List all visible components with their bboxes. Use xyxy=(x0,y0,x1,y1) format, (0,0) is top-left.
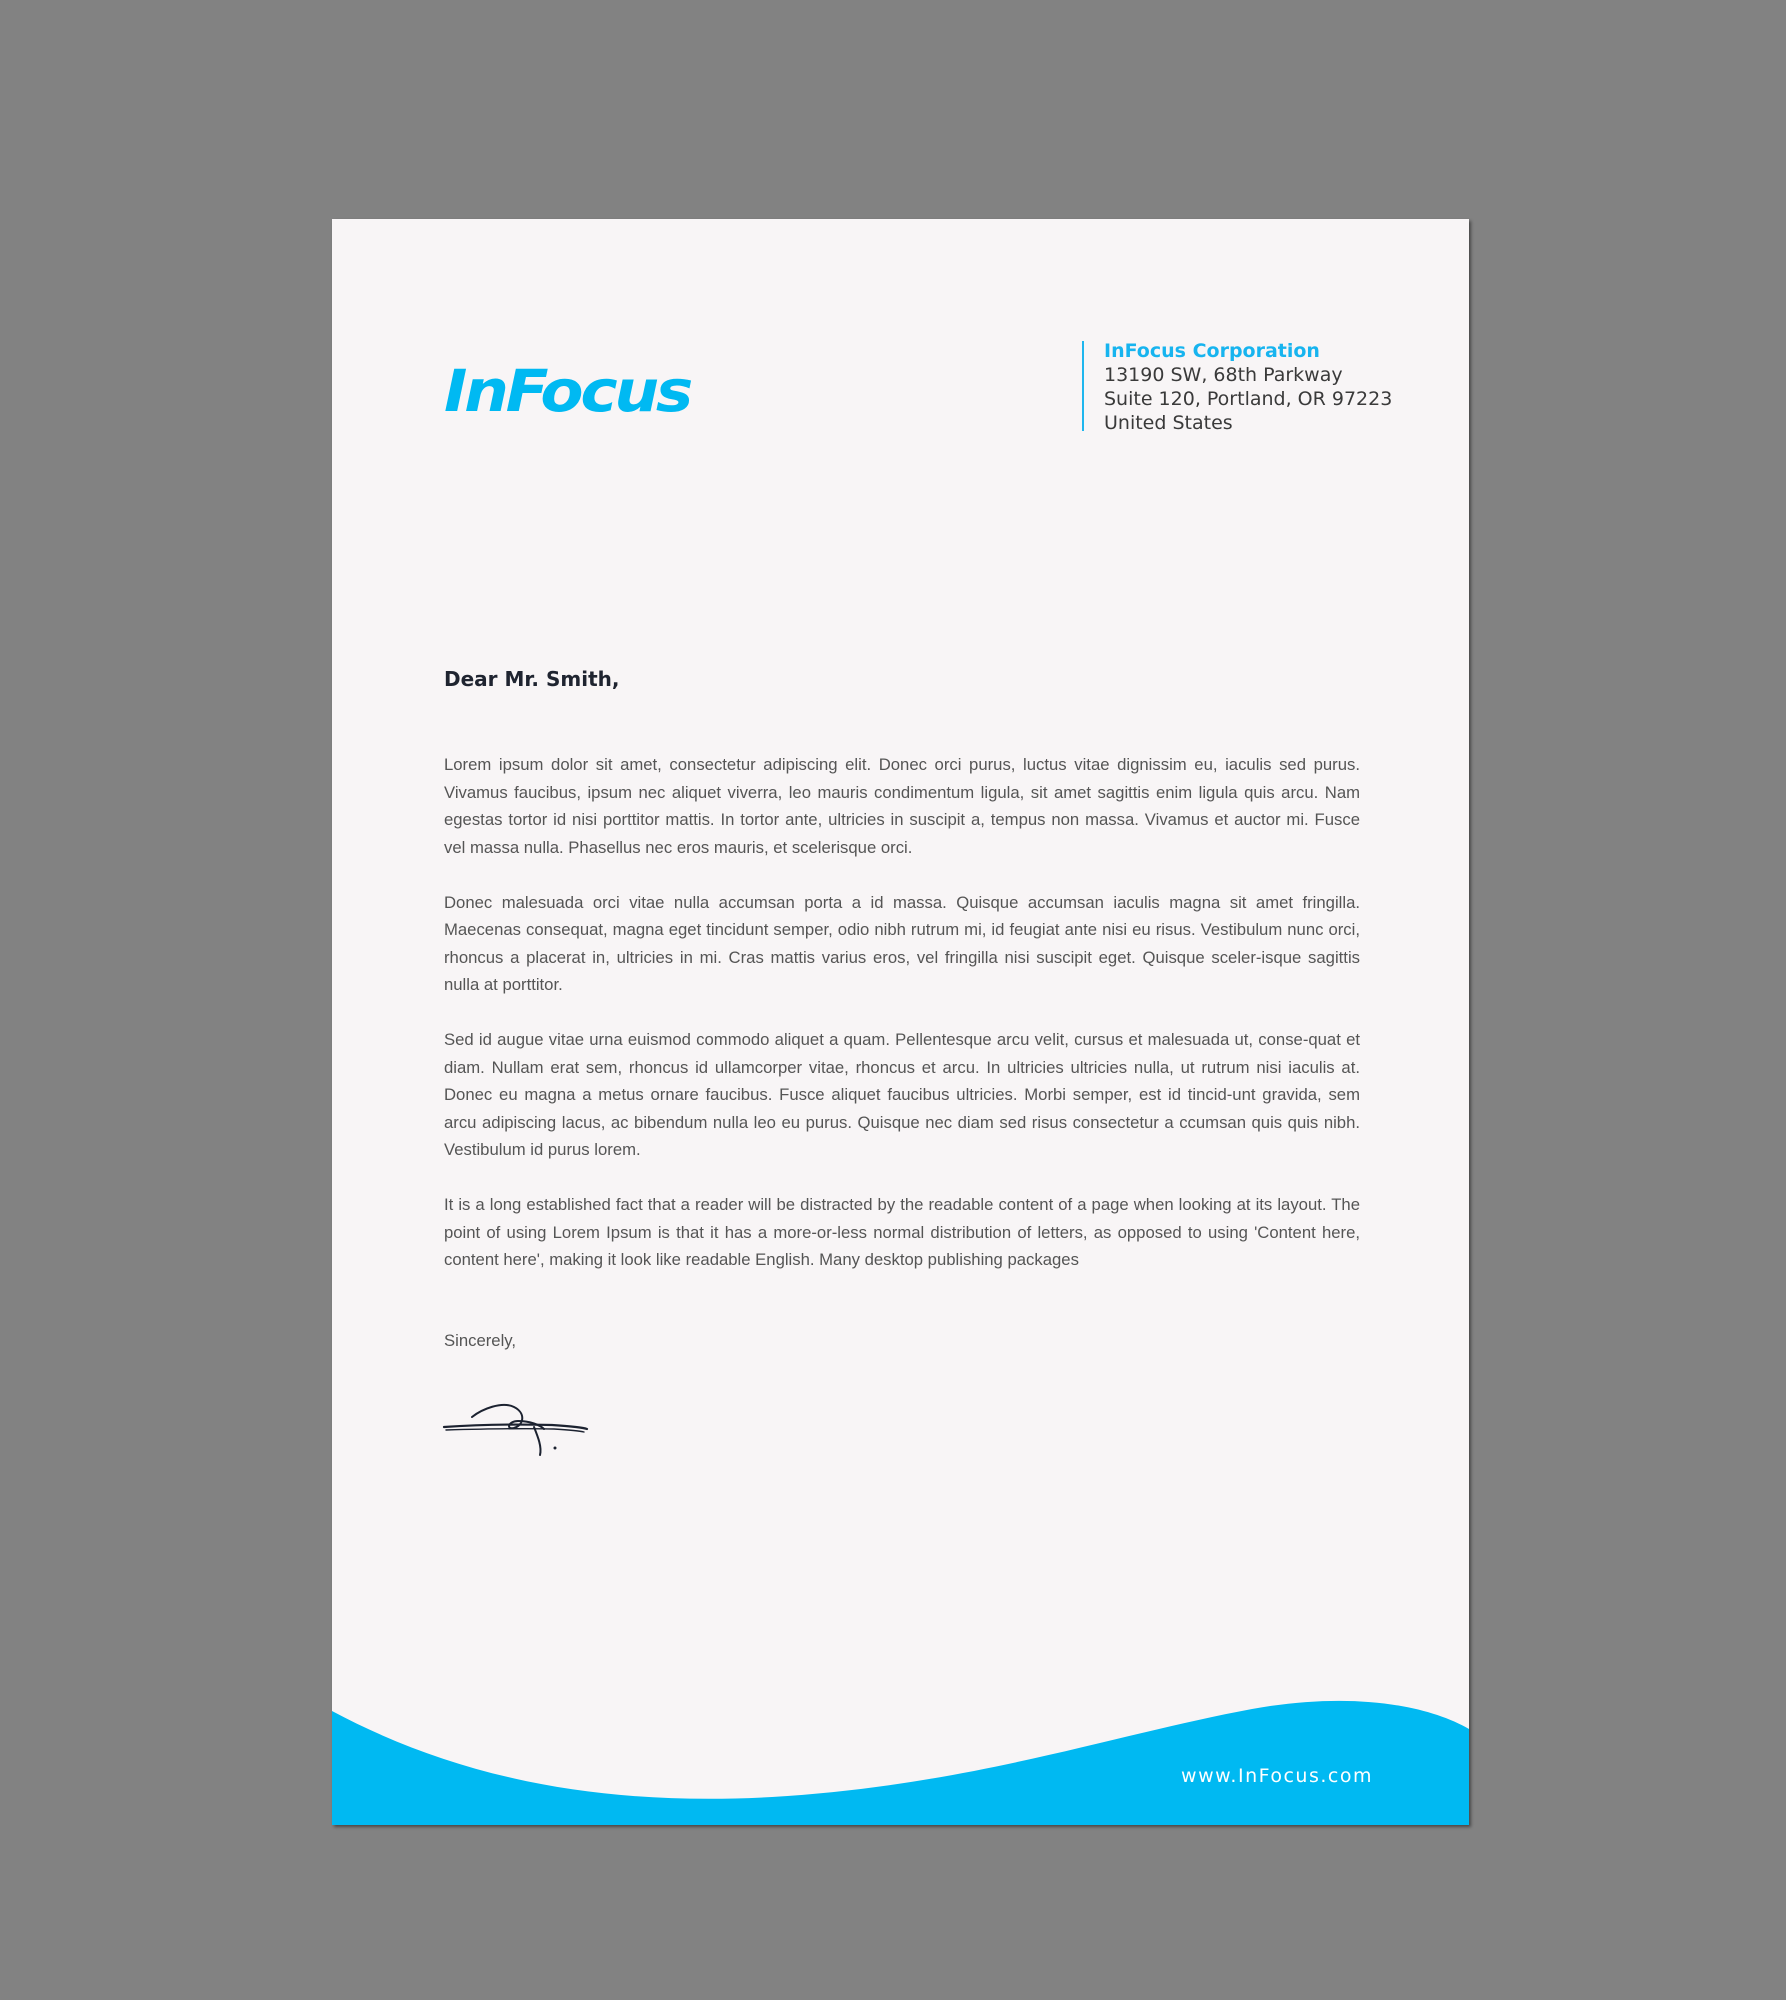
company-name: InFocus Corporation xyxy=(1104,340,1320,362)
svg-text:InFocus: InFocus xyxy=(444,357,692,425)
body-paragraph: Lorem ipsum dolor sit amet, consectetur adipiscing elit. Donec orci purus, luctus vitae dignissim eu, iaculis sed purus. Vivamus faucibus, ipsum nec aliquet viverra, leo mauris condimentum ligula, sit amet sagittis enim ligula quis arcu. Nam egestas tortor id nisi porttitor mattis. In tortor ante, ultricies in suscipit a, tempus non massa. Vivamus et auctor mi. Fusce vel massa nulla. Phasellus nec eros mauris, et scelerisque orci. xyxy=(444,755,1360,857)
address-line-country: United States xyxy=(1104,412,1233,434)
company-address-block xyxy=(1082,340,1393,434)
address-line-street: 13190 SW, 68th Parkway xyxy=(1104,364,1343,386)
address-line-city: Suite 120, Portland, OR 97223 xyxy=(1104,388,1393,410)
letter-closing: Sincerely, xyxy=(444,1331,517,1350)
body-paragraph: Sed id augue vitae urna euismod commodo aliquet a quam. Pellentesque arcu velit, cursus et malesuada ut, conse-quat et diam. Nullam erat sem, rhoncus id ullamcorper vitae, rhoncus et arcu. In ultricies ultricies nulla, ut rutrum nisi iaculis at. Donec eu magna a metus ornare faucibus. Fusce aliquet faucibus ultricies. Morbi semper, est id tincid-unt gravida, sem arcu adipiscing lacus, ac bibendum nulla leo eu purus. Quisque nec diam sed risus consectetur a ccumsan quis quis nibh. Vestibulum id purus lorem. xyxy=(444,1030,1360,1159)
infocus-logo xyxy=(444,353,694,427)
letter-body xyxy=(444,751,1360,1301)
letterhead-page xyxy=(332,219,1469,1825)
body-paragraph: Donec malesuada orci vitae nulla accumsan porta a id massa. Quisque accumsan iaculis magna sit amet fringilla. Maecenas consequat, magna eget tincidunt semper, odio nibh rutrum mi, id feugiat ante nisi eu risus. Vestibulum nunc orci, rhoncus a placerat in, ultricies in mi. Cras mattis varius eros, vel fringilla nisi suscipit eget. Quisque sceler-isque sagittis nulla at porttitor. xyxy=(444,892,1360,994)
letter-greeting: Dear Mr. Smith, xyxy=(444,667,620,691)
body-paragraph: It is a long established fact that a reader will be distracted by the readable content of a page when looking at its layout. The point of using Lorem Ipsum is that it has a more-or-less normal distribution of letters, as opposed to using 'Content here, content here', making it look like readable English. Many desktop publishing packages xyxy=(444,1195,1360,1269)
footer-wave-shape xyxy=(332,1695,1469,1825)
handwritten-signature xyxy=(442,1391,592,1461)
website-link[interactable]: www.InFocus.com xyxy=(1181,1765,1373,1787)
